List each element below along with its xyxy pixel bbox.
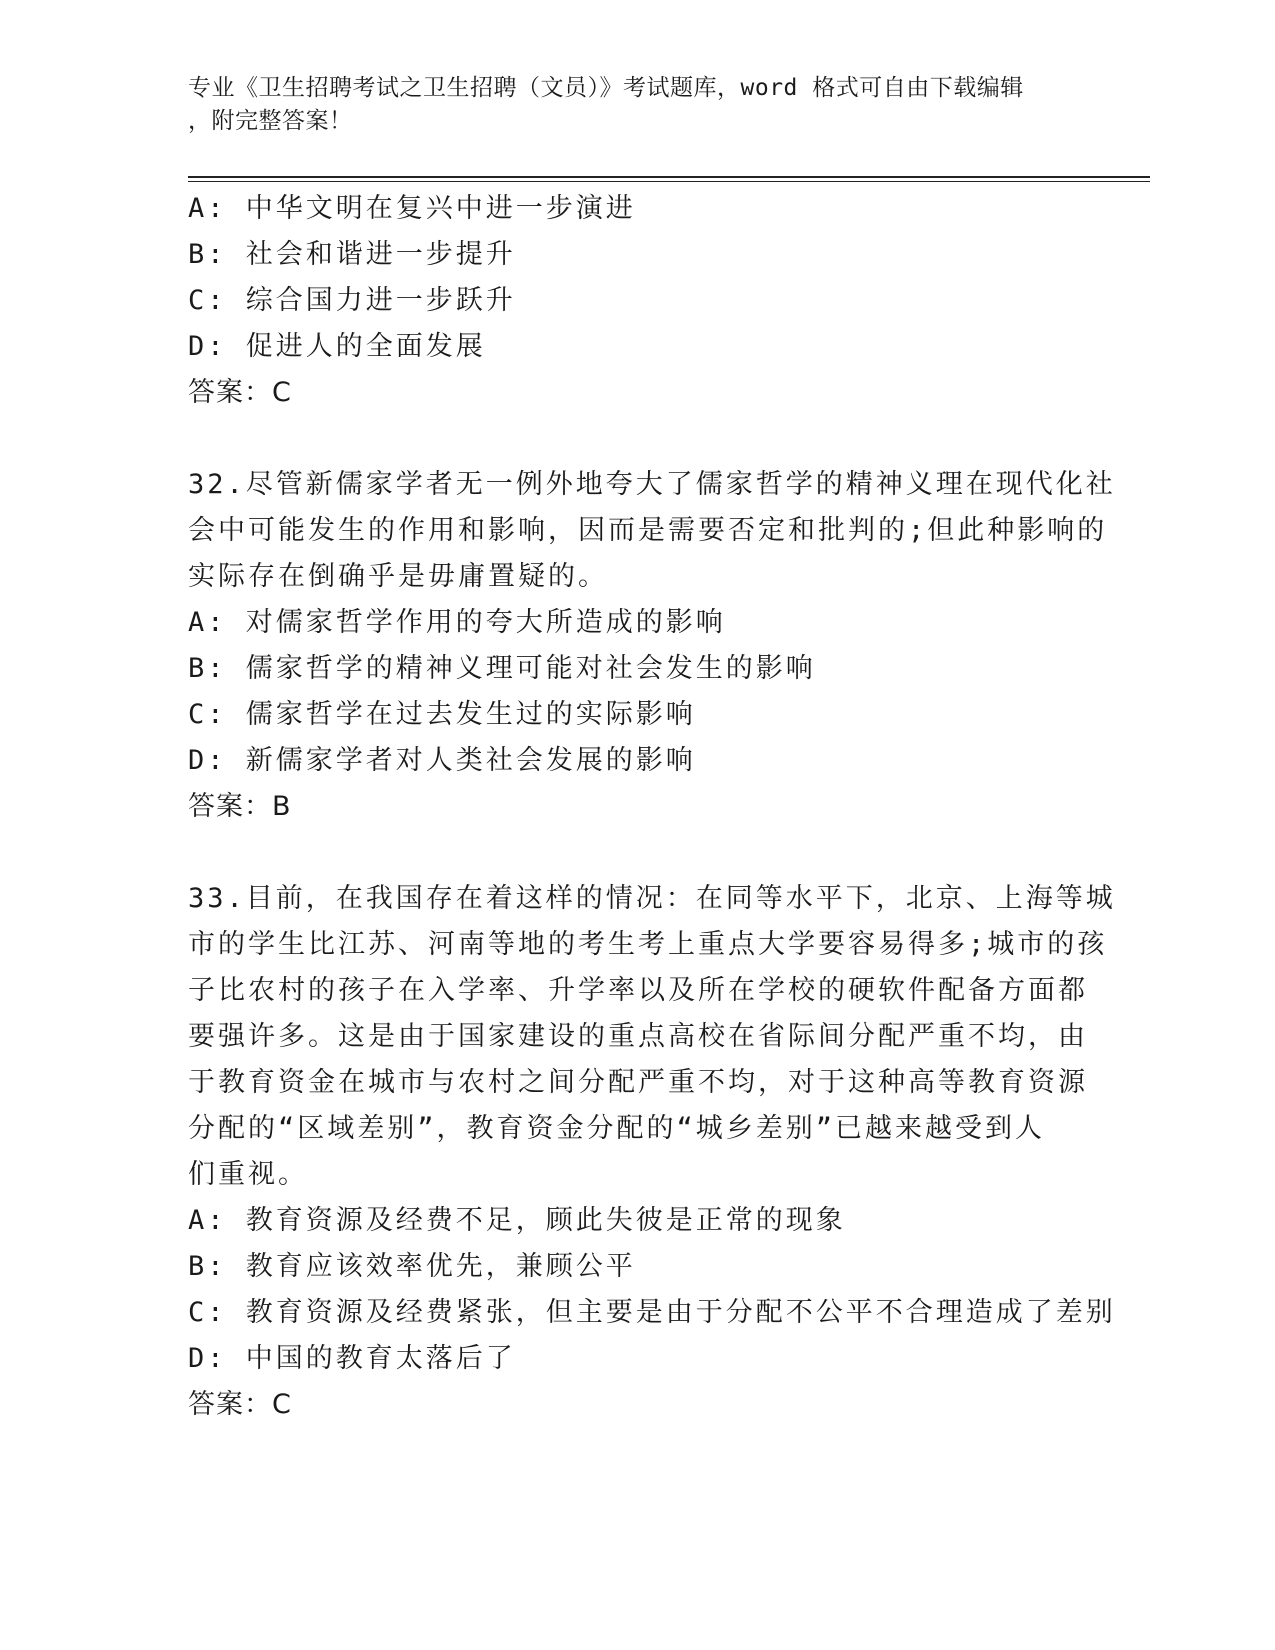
question-stem-line: 要强许多。这是由于国家建设的重点高校在省际间分配严重不均，由 xyxy=(188,1021,1088,1052)
spacer xyxy=(188,416,1088,462)
question-list xyxy=(188,186,1116,1428)
option-c: C: 教育资源及经费紧张，但主要是由于分配不公平不合理造成了差别 xyxy=(188,1297,1116,1328)
header-rule-thin xyxy=(188,181,1150,182)
question-stem-line: 32.尽管新儒家学者无一例外地夸大了儒家哲学的精神义理在现代化社 xyxy=(188,469,1116,500)
question-stem-line: 会中可能发生的作用和影响，因而是需要否定和批判的;但此种影响的 xyxy=(188,515,1108,546)
option-b: B: 儒家哲学的精神义理可能对社会发生的影响 xyxy=(188,653,816,684)
option-c: C: 儒家哲学在过去发生过的实际影响 xyxy=(188,699,696,730)
question-31 xyxy=(188,186,1088,416)
question-stem-line: 子比农村的孩子在入学率、升学率以及所在学校的硬软件配备方面都 xyxy=(188,975,1088,1006)
question-stem-line: 33.目前，在我国存在着这样的情况：在同等水平下，北京、上海等城 xyxy=(188,883,1116,914)
question-33 xyxy=(188,876,1116,1428)
option-a: A: 对儒家哲学作用的夸大所造成的影响 xyxy=(188,607,726,638)
header-rule-thick xyxy=(188,176,1150,178)
option-b: B: 社会和谐进一步提升 xyxy=(188,239,516,270)
option-a: A: 教育资源及经费不足，顾此失彼是正常的现象 xyxy=(188,1205,846,1236)
question-stem-line: 分配的“区域差别”，教育资金分配的“城乡差别”已越来越受到人 xyxy=(188,1113,1046,1144)
option-d: D: 新儒家学者对人类社会发展的影响 xyxy=(188,745,696,776)
header-line-2: ，附完整答案！ xyxy=(188,108,353,134)
question-32 xyxy=(188,462,1116,830)
answer: 答案：C xyxy=(188,1389,292,1420)
question-stem-line: 于教育资金在城市与农村之间分配严重不均，对于这种高等教育资源 xyxy=(188,1067,1088,1098)
document-header xyxy=(188,72,1068,138)
question-stem-line: 们重视。 xyxy=(188,1159,308,1190)
option-d: D: 促进人的全面发展 xyxy=(188,331,486,362)
answer: 答案：B xyxy=(188,791,292,822)
option-b: B: 教育应该效率优先，兼顾公平 xyxy=(188,1251,636,1282)
header-line-1: 专业《卫生招聘考试之卫生招聘（文员）》考试题库，word 格式可自由下载编辑 xyxy=(188,75,1024,101)
spacer xyxy=(188,830,1088,876)
option-d: D: 中国的教育太落后了 xyxy=(188,1343,516,1374)
answer: 答案：C xyxy=(188,377,292,408)
question-stem-line: 实际存在倒确乎是毋庸置疑的。 xyxy=(188,561,608,592)
option-c: C: 综合国力进一步跃升 xyxy=(188,285,516,316)
option-a: A: 中华文明在复兴中进一步演进 xyxy=(188,193,636,224)
question-stem-line: 市的学生比江苏、河南等地的考生考上重点大学要容易得多;城市的孩 xyxy=(188,929,1108,960)
